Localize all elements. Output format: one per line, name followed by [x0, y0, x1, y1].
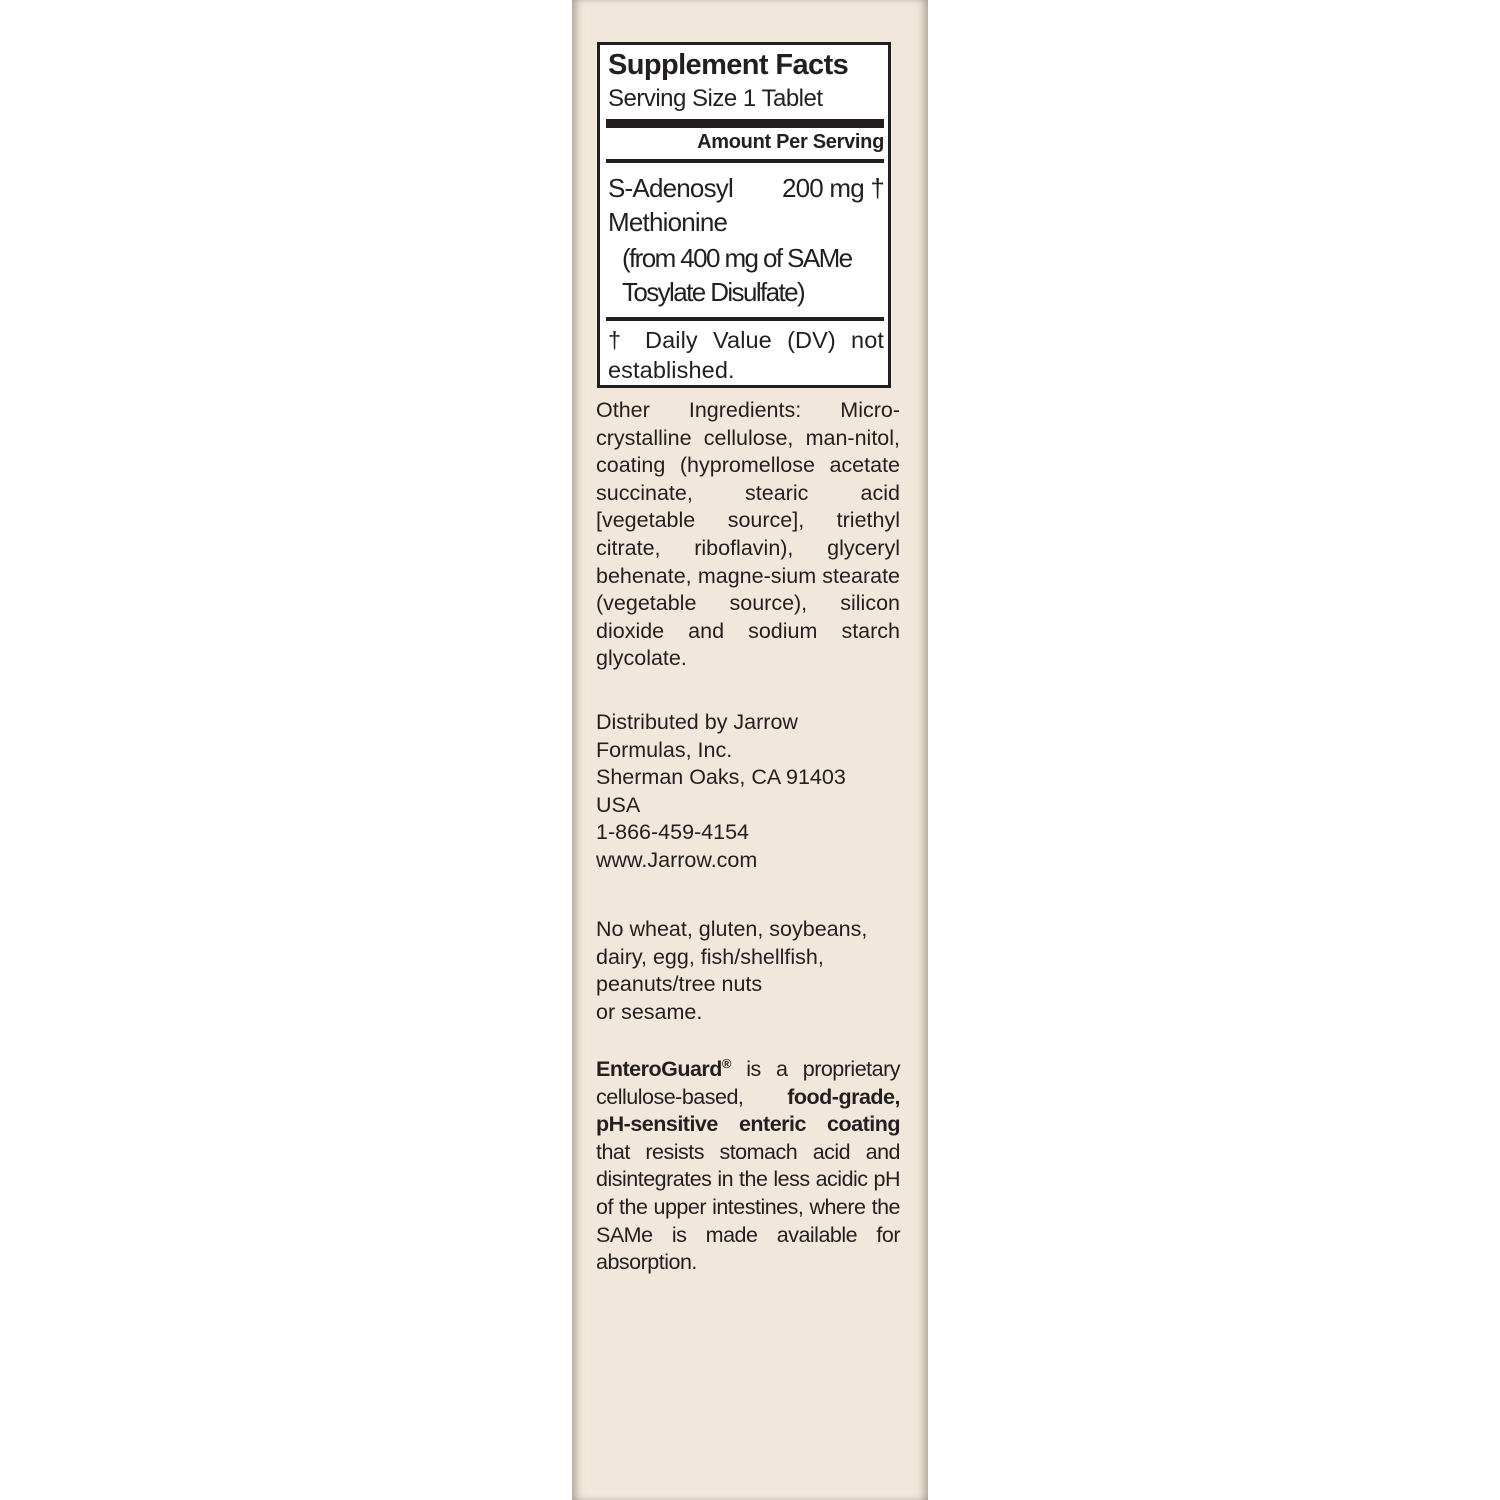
distributor-line: Distributed by Jarrow — [596, 710, 798, 734]
ingredient-amount: 200 mg † — [781, 173, 884, 203]
ingredient-source-line1: (from 400 mg of SAMe — [622, 243, 852, 273]
allergen-line: peanuts/tree nuts — [596, 972, 763, 997]
daily-value-note: † Daily Value (DV) not established. — [608, 327, 884, 383]
enteroguard-description — [596, 1050, 900, 1277]
allergen-line: or sesame. — [596, 999, 703, 1024]
thick-divider — [606, 119, 884, 128]
divider — [606, 317, 884, 321]
distributor-line: Formulas, Inc. — [596, 737, 733, 762]
distributor-phone: 1-866-459-4154 — [596, 820, 750, 845]
ingredient-name — [608, 171, 733, 239]
other-ingredients: Other Ingredients: Micro-crystalline cellulose, man-nitol, coating (hypromellose acetate succinate, stearic acid [vegetable source], triethyl citrate, riboflavin), glyceryl behenate, magne-sium stearate (vegetable source), silicon dioxide and sodium starch glycolate. — [596, 398, 900, 671]
serving-size: Serving Size 1 Tablet — [608, 85, 823, 112]
ingredient-source — [622, 241, 852, 309]
enteroguard-text: is a proprietary cellulose-based, — [596, 1057, 900, 1109]
supplement-facts-box — [597, 42, 891, 388]
allergen-line: No wheat, gluten, soybeans, — [596, 917, 868, 941]
enteroguard-brand: EnteroGuard — [596, 1057, 722, 1081]
ingredient-name-line2: Methionine — [608, 207, 728, 237]
distributor-country: USA — [596, 792, 641, 817]
enteroguard-bold-text: food-grade, pH-sensitive enteric coating — [596, 1084, 900, 1137]
ingredient-name-line1: S-Adenosyl — [608, 173, 733, 203]
distributor-website: www.Jarrow.com — [596, 847, 758, 872]
allergen-statement — [596, 916, 900, 1026]
divider — [606, 159, 884, 163]
registered-mark: ® — [721, 1056, 731, 1071]
distributor-info — [596, 709, 900, 875]
amount-per-serving-header: Amount Per Serving — [697, 131, 884, 153]
supplement-facts-title: Supplement Facts — [608, 49, 849, 81]
ingredient-source-line2: Tosylate Disulfate) — [622, 277, 805, 307]
enteroguard-text: that resists stomach acid and disintegrates in the less acidic pH of the upper intestines, where the SAMe is made available for absorption. — [596, 1139, 900, 1275]
allergen-line: dairy, egg, fish/shellfish, — [596, 944, 824, 969]
distributor-address: Sherman Oaks, CA 91403 — [596, 765, 846, 790]
